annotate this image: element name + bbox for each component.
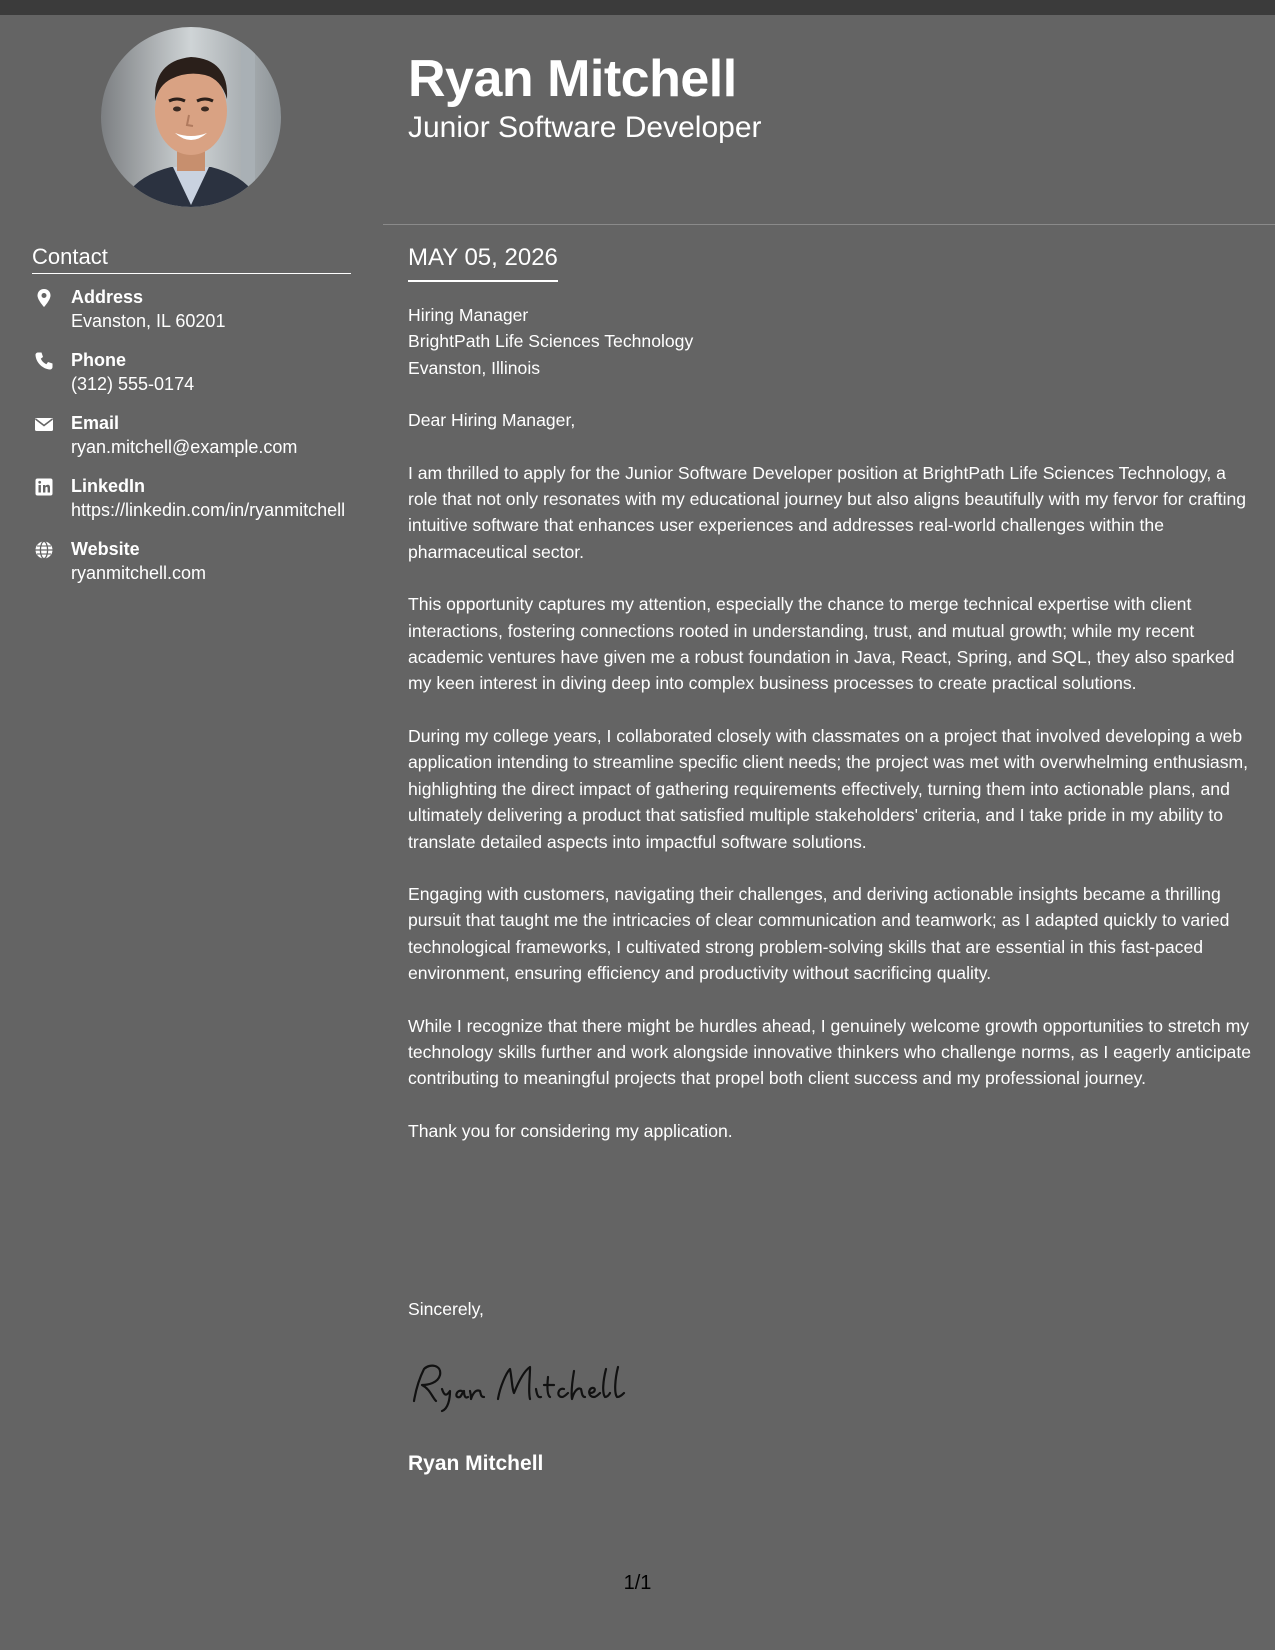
paragraph-1: I am thrilled to apply for the Junior Software Developer position at BrightPath Life Sciences Technology, a role that not only resonates with my educational journey but also aligns beautifully with my fervor for crafting intuitive software that enhances user experiences and addresses real-world challenges within the pharmaceutical sector.: [408, 462, 1247, 562]
linkedin-icon: [34, 477, 54, 497]
contact-phone-value: (312) 555-0174: [71, 374, 195, 394]
top-strip: [0, 0, 1275, 15]
paragraph-5: While I recognize that there might be hurdles ahead, I genuinely welcome growth opportunities to stretch my technology skills further and work alongside innovative thinkers who challenge norms, as I eagerly anticipate contributing to meaningful projects that propel both client success and my professional journey.: [408, 1015, 1252, 1089]
contact-email-value[interactable]: ryan.mitchell@example.com: [71, 437, 298, 457]
page-number: 1/1: [623, 1572, 652, 1594]
header-divider: [383, 224, 1275, 225]
recipient-block: [408, 302, 1254, 381]
contact-email: [32, 411, 352, 459]
contact-address-value: Evanston, IL 60201: [71, 311, 226, 331]
paragraph-6: Thank you for considering my application.: [408, 1120, 733, 1141]
salutation: Dear Hiring Manager,: [408, 410, 576, 431]
recipient-location: Evanston, Illinois: [408, 357, 541, 378]
map-pin-icon: [34, 288, 54, 308]
contact-website-label: Website: [71, 539, 140, 559]
header-job-title: Junior Software Developer: [408, 111, 762, 144]
paragraph-2: This opportunity captures my attention, especially the chance to merge technical expertise with client interactions, fostering connections rooted in understanding, trust, and mutual growth; while my recent academic ventures have given me a robust foundation in Java, React, Spring, and SQL, they also sparked my keen interest in diving deep into complex business processes to create practical solutions.: [408, 594, 1235, 694]
contact-website-value[interactable]: ryanmitchell.com: [71, 563, 207, 583]
paragraph-4: Engaging with customers, navigating their challenges, and deriving actionable insights became a thrilling pursuit that taught me the intricacies of clear communication and teamwork; as I adapted quickly to varied technological frameworks, I cultivated strong problem-solving skills that are essential in this fast-paced environment, ensuring efficiency and productivity without sacrificing quality.: [408, 883, 1230, 984]
signer-name: Ryan Mitchell: [408, 1452, 544, 1475]
paragraph-3: During my college years, I collaborated closely with classmates on a project that involved developing a web application intending to streamline specific client needs; the project was met with overwhelming enthusiasm, highlighting the direct impact of gathering requirements effectively, turning them into actionable plans, and ultimately delivering a product that satisfied multiple stakeholders' criteria, and I take pride in my ability to translate detailed aspects into impactful software solutions.: [408, 725, 1249, 852]
contact-heading: Contact: [32, 242, 351, 274]
contact-linkedin: [32, 474, 352, 522]
profile-photo: [101, 27, 281, 207]
contact-linkedin-value[interactable]: https://linkedin.com/in/ryanmitchell: [71, 500, 346, 520]
closing: Sincerely,: [408, 1299, 484, 1319]
signature: [406, 1355, 646, 1415]
contact-address-label: Address: [71, 287, 144, 307]
contact-website: [32, 537, 352, 585]
recipient-company: BrightPath Life Sciences Technology: [408, 331, 694, 352]
header-name: Ryan Mitchell: [408, 50, 737, 108]
recipient-title: Hiring Manager: [408, 305, 529, 325]
contact-phone-label: Phone: [71, 350, 127, 370]
contact-linkedin-label: LinkedIn: [71, 476, 146, 496]
contact-email-label: Email: [71, 413, 120, 433]
phone-icon: [34, 351, 54, 371]
envelope-icon: [34, 414, 54, 434]
contact-phone: [32, 348, 352, 396]
letter-body: [408, 302, 1254, 1170]
sidebar: [0, 15, 383, 1650]
letter-date: MAY 05, 2026: [408, 242, 558, 282]
globe-icon: [34, 540, 54, 560]
contact-address: [32, 285, 352, 333]
contact-list: [32, 285, 352, 600]
